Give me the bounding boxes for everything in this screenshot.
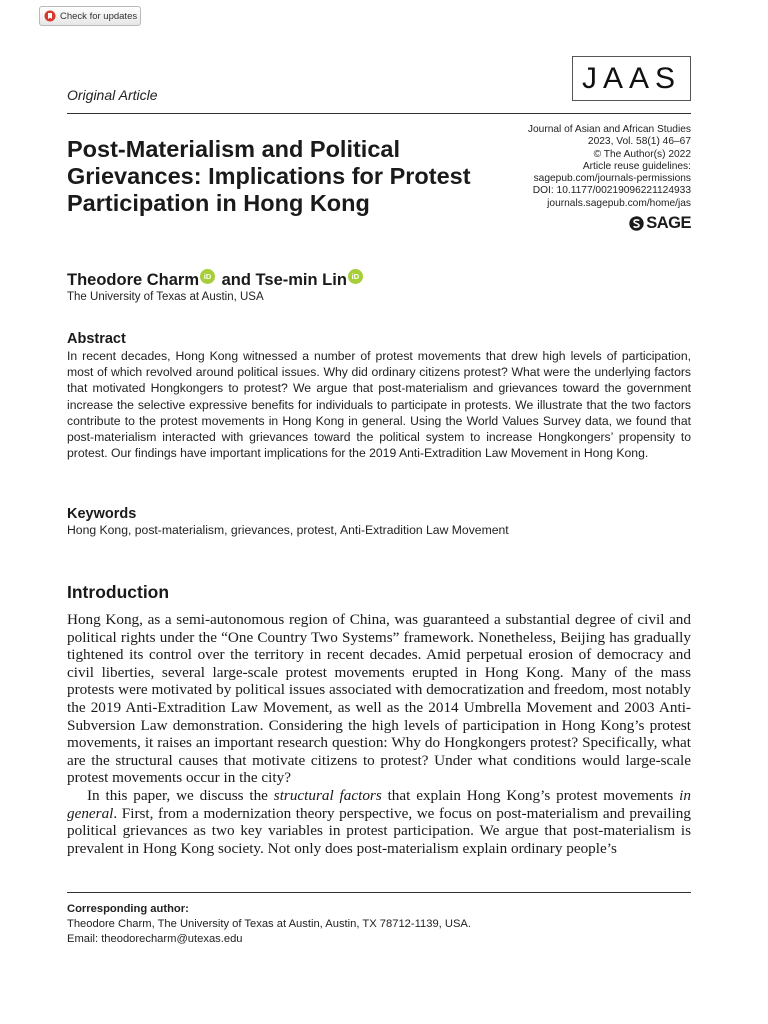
check-for-updates-button[interactable] xyxy=(39,6,141,26)
paragraph-text: In this paper, we discuss the xyxy=(87,786,274,804)
header-divider xyxy=(67,113,691,114)
volume-info: 2023, Vol. 58(1) 46–67 xyxy=(587,136,691,148)
abstract-heading: Abstract xyxy=(67,331,126,347)
affiliation: The University of Texas at Austin, USA xyxy=(67,291,264,303)
keywords-heading: Keywords xyxy=(67,506,137,522)
copyright: © The Author(s) 2022 xyxy=(593,148,691,160)
corresponding-author-label: Corresponding author: xyxy=(67,903,189,915)
orcid-icon[interactable]: iD xyxy=(200,269,215,284)
journal-name: Journal of Asian and African Studies xyxy=(527,124,691,135)
corresponding-author-note xyxy=(67,902,471,947)
permissions-link[interactable]: sagepub.com/journals-permissions xyxy=(533,173,691,185)
author-line xyxy=(67,269,365,292)
article-type: Original Article xyxy=(67,87,158,103)
author-name: Tse-min Lin xyxy=(255,271,347,289)
paper-title: Post-Materialism and Political Grievances: Implications for Protest Participation in Hong Kong xyxy=(67,136,471,216)
doi-link[interactable]: DOI: 10.1177/00219096221124933 xyxy=(532,185,691,197)
journal-logo: JAAS xyxy=(572,56,691,101)
emphasized-text: structural factors xyxy=(273,786,382,804)
publisher-logo xyxy=(600,213,691,233)
check-for-updates-label: Check for updates xyxy=(60,10,138,22)
introduction-heading: Introduction xyxy=(67,582,170,602)
update-ribbon-icon xyxy=(44,10,56,22)
journal-home-link[interactable]: journals.sagepub.com/home/jas xyxy=(547,197,691,209)
paragraph-text: . First, from a modernization theory perspective, we focus on post-materialism and prevailing political grievances as two key variables in protest participation. We argue that post-materialism is prevalent in Hong Kong society. Not only does post-materialism explain ordinary people’s xyxy=(67,804,691,857)
journal-metadata xyxy=(440,124,691,210)
keywords-text: Hong Kong, post-materialism, grievances, protest, Anti-Extradition Law Movement xyxy=(67,523,509,537)
reuse-guidelines-label: Article reuse guidelines: xyxy=(582,160,691,172)
introduction-body xyxy=(67,611,691,857)
footnote-divider xyxy=(67,892,691,893)
sage-logo-icon xyxy=(629,216,644,231)
orcid-icon[interactable]: iD xyxy=(348,269,363,284)
author-connector: and xyxy=(217,271,256,289)
abstract-text: In recent decades, Hong Kong witnessed a number of protest movements that drew high levels of participation, most of which revolved around political issues. Why did ordinary citizens protest? What were the underlying factors that motivated Hongkongers to protest? We argue that post-materialism and grievances toward the government increase the selective expressive benefits for individuals to participate in protests. We illustrate that the two factors contribute to the protest movements in Hong Kong in general. Using the World Values Survey data, we found that post-materialism interacted with grievances toward the political system to increase Hongkongers’ propensity to protest. Our findings have important implications for the 2019 Anti-Extradition Law Movement in Hong Kong. xyxy=(67,349,691,461)
body-paragraph xyxy=(67,787,691,857)
paragraph-text: that explain Hong Kong’s protest movements xyxy=(381,786,680,804)
author-name: Theodore Charm xyxy=(67,271,200,289)
corresponding-author-email[interactable]: Email: theodorecharm@utexas.edu xyxy=(67,933,243,945)
body-paragraph: Hong Kong, as a semi-autonomous region of China, was guaranteed a substantial degree of civil and political rights under the “One Country Two Systems” framework. Nonetheless, Beijing has gradually tightened its control over the territory in recent decades. Amid perpetual erosion of democracy and civil liberties, several large-scale protest movements erupted in Hong Kong. Many of the mass protests were motivated by political issues associated with democratization and freedom, most notably the 2019 Anti-Extradition Law Movement, as well as the 2014 Umbrella Movement and 2003 Anti-Subversion Law demonstration. Considering the high levels of participation in Hong Kong’s protest movements, it raises an important research question: Why do Hongkongers protest? Specifically, what are the structural causes that motivate citizens to protest? Under what conditions would large-scale protest movements occur in the city? xyxy=(67,611,691,787)
emphasized-text: in general xyxy=(67,786,691,822)
publisher-name: SAGE xyxy=(646,213,691,232)
corresponding-author-address: Theodore Charm, The University of Texas at Austin, Austin, TX 78712-1139, USA. xyxy=(67,918,471,930)
